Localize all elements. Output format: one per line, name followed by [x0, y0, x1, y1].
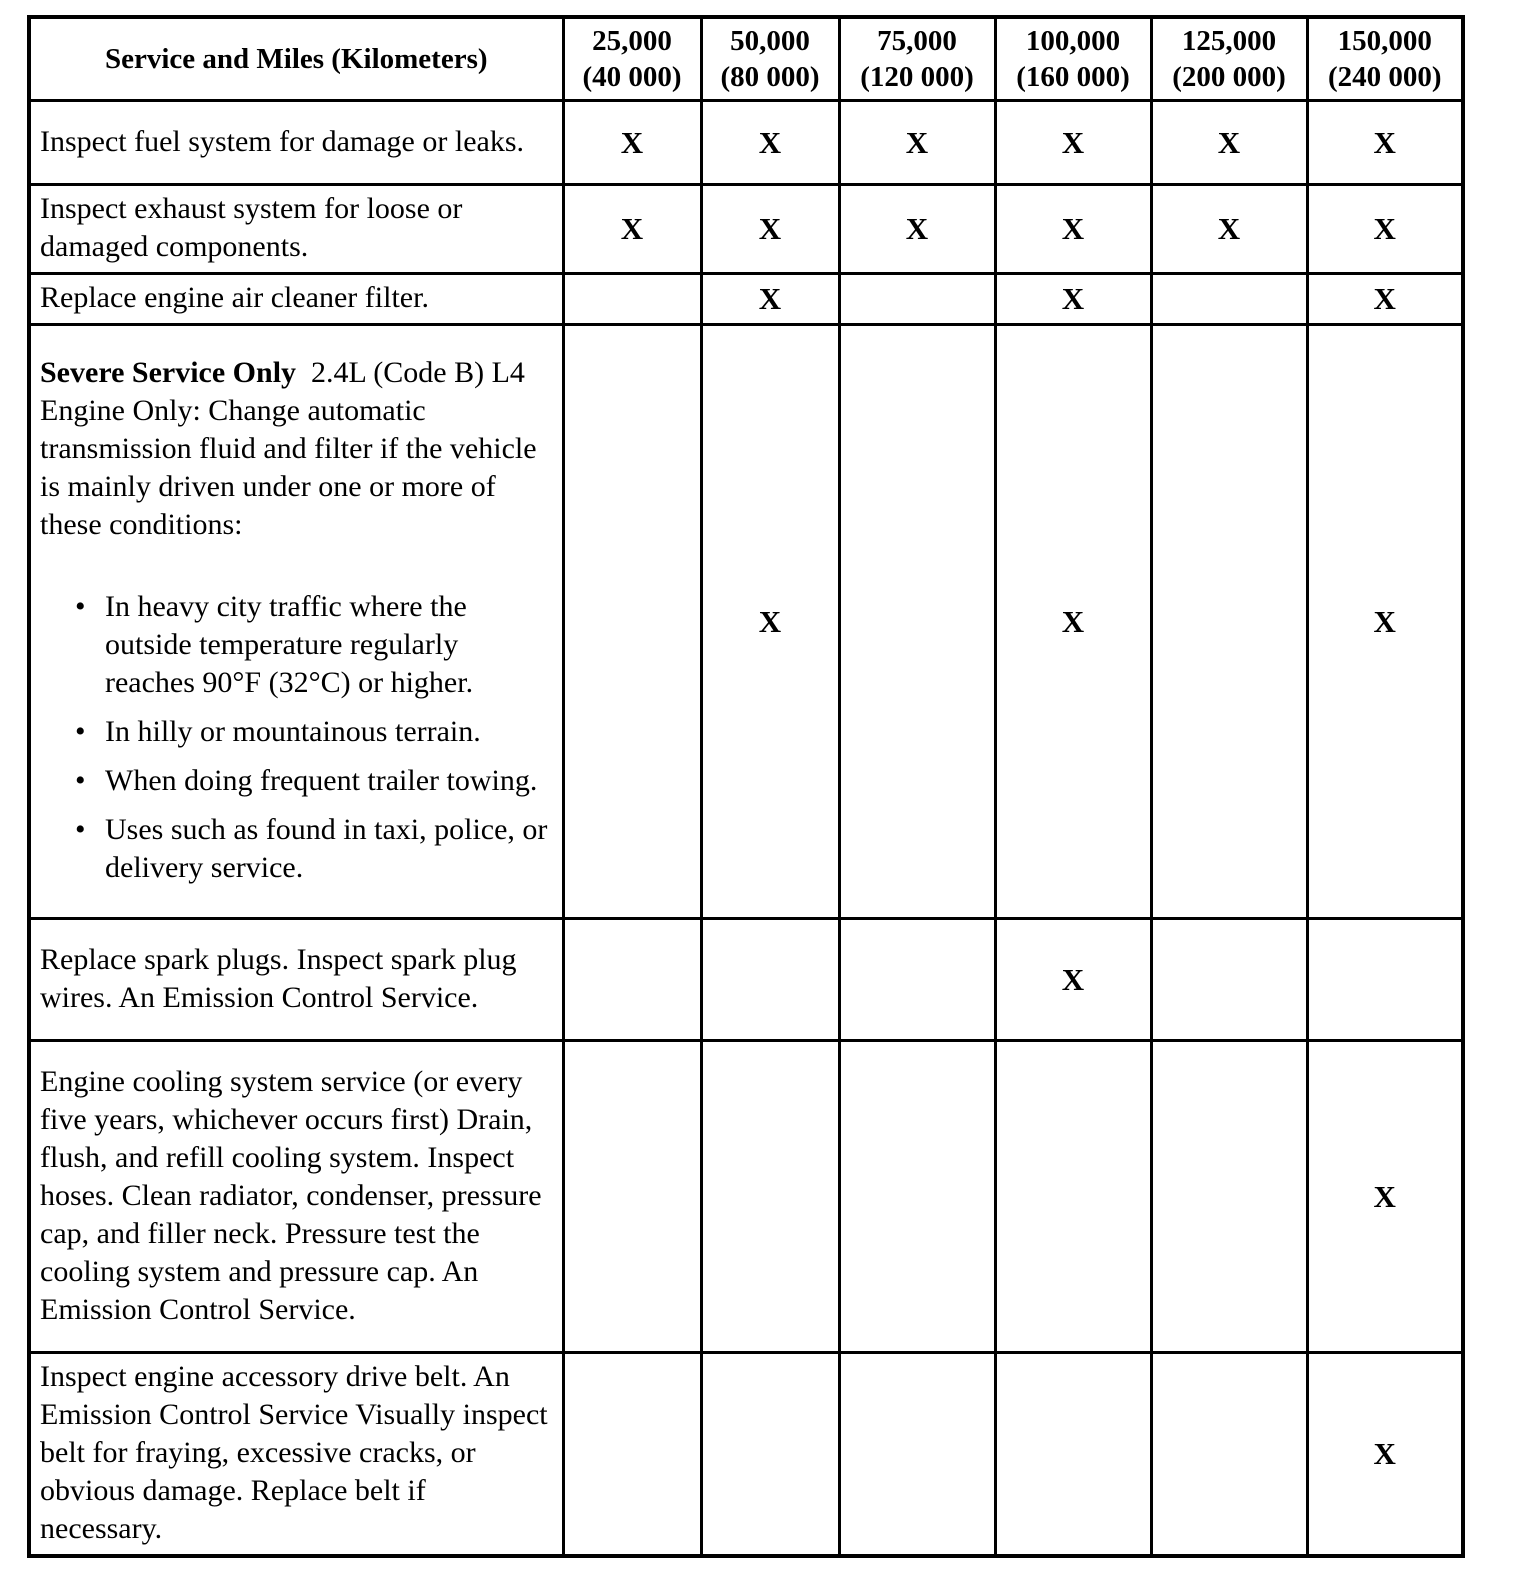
service-description: Inspect fuel system for damage or leaks. — [29, 101, 563, 185]
interval-mark: X — [1307, 101, 1463, 185]
interval-miles: 100,000 — [1025, 25, 1121, 57]
interval-mark — [563, 919, 701, 1041]
service-column-header: Service and Miles (Kilometers) — [29, 17, 563, 101]
interval-mark — [563, 1041, 701, 1353]
table-row — [29, 1041, 1463, 1353]
interval-mark — [839, 919, 995, 1041]
interval-mark: X — [1307, 274, 1463, 325]
interval-mark — [839, 274, 995, 325]
interval-mark: X — [995, 919, 1151, 1041]
table-row — [29, 919, 1463, 1041]
interval-header-100000 — [995, 17, 1151, 101]
interval-mark — [1151, 919, 1307, 1041]
table-row — [29, 185, 1463, 274]
interval-miles: 150,000 — [1337, 25, 1432, 57]
interval-mark — [563, 274, 701, 325]
interval-mark — [995, 1353, 1151, 1557]
interval-km: (120 000) — [860, 61, 974, 93]
severe-service-label: Severe Service Only — [40, 356, 297, 389]
interval-mark: X — [839, 101, 995, 185]
interval-mark: X — [701, 274, 839, 325]
service-description: Engine cooling system service (or every five years, whichever occurs first) Drain, flush, and refill cooling system. Inspect hoses. Clean radiator, condenser, pressure cap, and filler neck. Pressure test the cooling system and pressure cap. An Emission Control Service. — [29, 1041, 563, 1353]
interval-km: (80 000) — [720, 61, 820, 93]
interval-mark: X — [839, 185, 995, 274]
interval-header-150000 — [1307, 17, 1463, 101]
interval-mark: X — [1307, 185, 1463, 274]
interval-mark — [1307, 919, 1463, 1041]
interval-mark: X — [1151, 185, 1307, 274]
interval-mark: X — [995, 274, 1151, 325]
table-row — [29, 274, 1463, 325]
interval-mark — [839, 1041, 995, 1353]
severe-service-text: 2.4L (Code B) L4 Engine Only: Change automatic transmission fluid and filter if the vehicle is mainly driven under one or more of these conditions: — [40, 356, 537, 541]
list-item: • When doing frequent trailer towing. — [105, 762, 554, 800]
interval-miles: 125,000 — [1181, 25, 1277, 57]
interval-mark: X — [701, 325, 839, 919]
table-row — [29, 101, 1463, 185]
interval-mark — [701, 919, 839, 1041]
interval-header-75000 — [839, 17, 995, 101]
interval-miles: 75,000 — [877, 25, 957, 57]
interval-mark — [563, 1353, 701, 1557]
interval-header-50000 — [701, 17, 839, 101]
interval-mark — [1151, 1353, 1307, 1557]
header-row — [29, 17, 1463, 101]
interval-mark: X — [995, 325, 1151, 919]
service-description: Replace engine air cleaner filter. — [29, 274, 563, 325]
service-description: Replace spark plugs. Inspect spark plug wires. An Emission Control Service. — [29, 919, 563, 1041]
condition-list — [40, 588, 554, 887]
interval-km: (200 000) — [1172, 61, 1286, 93]
interval-mark: X — [1307, 1041, 1463, 1353]
interval-mark: X — [1307, 325, 1463, 919]
interval-mark: X — [563, 101, 701, 185]
service-description — [29, 325, 563, 919]
interval-mark: X — [701, 101, 839, 185]
interval-mark — [1151, 325, 1307, 919]
interval-mark: X — [1307, 1353, 1463, 1557]
interval-mark — [563, 325, 701, 919]
interval-mark — [701, 1353, 839, 1557]
interval-mark: X — [1151, 101, 1307, 185]
list-item: • In hilly or mountainous terrain. — [105, 713, 554, 751]
interval-km: (40 000) — [582, 61, 682, 93]
interval-km: (240 000) — [1327, 61, 1442, 93]
interval-mark — [839, 325, 995, 919]
interval-km: (160 000) — [1016, 61, 1130, 93]
interval-mark — [1151, 1041, 1307, 1353]
table-row — [29, 325, 1463, 919]
interval-mark — [839, 1353, 995, 1557]
interval-miles: 50,000 — [730, 25, 810, 57]
maintenance-schedule-table — [27, 15, 1465, 1558]
list-item: • In heavy city traffic where the outside temperature regularly reaches 90°F (32°C) or higher. — [105, 588, 554, 702]
interval-mark — [995, 1041, 1151, 1353]
interval-header-25000 — [563, 17, 701, 101]
table-row — [29, 1353, 1463, 1557]
interval-mark: X — [701, 185, 839, 274]
interval-mark: X — [563, 185, 701, 274]
list-item: • Uses such as found in taxi, police, or delivery service. — [105, 811, 554, 887]
service-description: Inspect engine accessory drive belt. An Emission Control Service Visually inspect belt for fraying, excessive cracks, or obvious damage. Replace belt if necessary. — [29, 1353, 563, 1557]
interval-miles: 25,000 — [592, 25, 672, 57]
interval-header-125000 — [1151, 17, 1307, 101]
interval-mark — [701, 1041, 839, 1353]
interval-mark: X — [995, 101, 1151, 185]
interval-mark: X — [995, 185, 1151, 274]
interval-mark — [1151, 274, 1307, 325]
service-description: Inspect exhaust system for loose or damaged components. — [29, 185, 563, 274]
